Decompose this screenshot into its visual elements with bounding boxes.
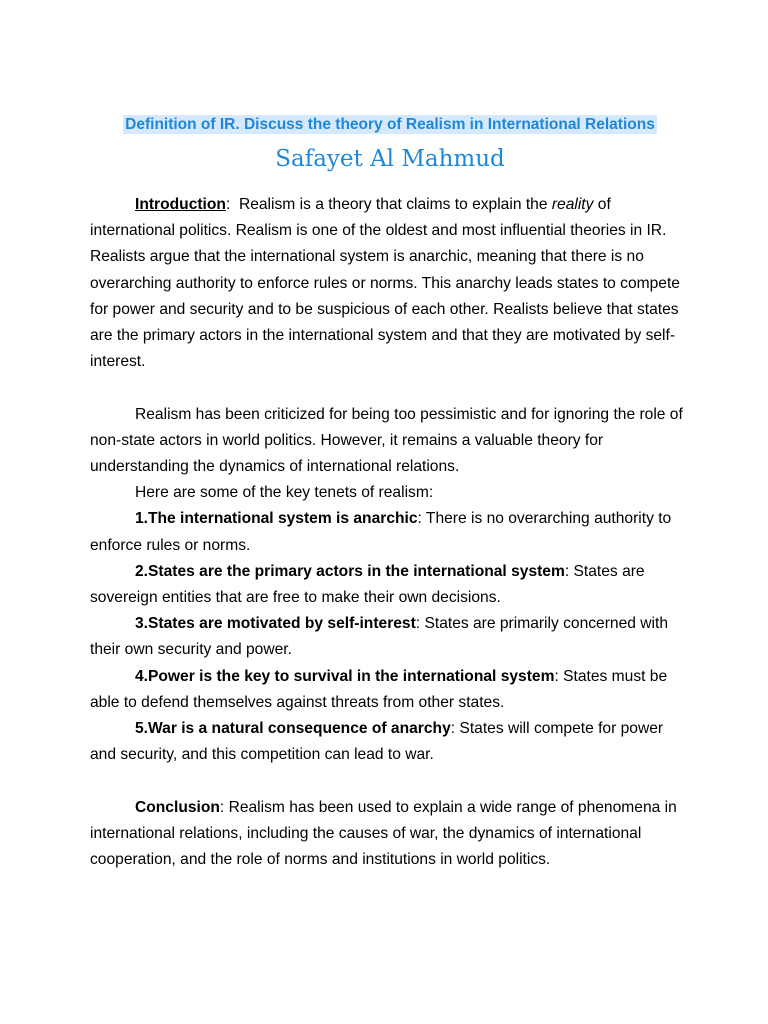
introduction-paragraph: [90, 192, 690, 375]
introduction-separator: :: [225, 196, 239, 213]
tenet-text: : States are primarily concerned with their own security and power.: [90, 615, 668, 659]
tenet-heading: 1.The international system is anarchic: [135, 510, 418, 528]
introduction-label: Introduction: [135, 196, 226, 213]
conclusion-paragraph: [90, 795, 690, 874]
tenet-text: : There is no overarching authority to enforce rules or norms.: [90, 510, 672, 554]
document-page: [90, 112, 690, 873]
criticism-paragraph: Realism has been criticized for being too pessimistic and for ignoring the role of non-state actors in world politics. However, it remains a valuable theory for understanding the dynamics of international relations.: [90, 405, 683, 476]
document-body: [90, 192, 690, 873]
tenet-heading: 5.War is a natural consequence of anarchy: [135, 720, 451, 738]
introduction-text-after: of international politics. Realism is one of the oldest and most influential theories in IR. Realists argue that the international system is anarchic, meaning that there is no overarching authority to enforce rules or norms. This anarchy leads states to compete for power and security and to be suspicious of each other. Realists believe that states are the primary actors in the international system and that they are motivated by self-interest.: [90, 196, 680, 371]
paragraph-gap: [90, 375, 690, 401]
document-title-text: Definition of IR. Discuss the theory of Realism in International Relations: [125, 116, 655, 133]
conclusion-label: Conclusion: [135, 798, 220, 816]
document-title: [90, 112, 690, 138]
tenet-text: : States are sovereign entities that are free to make their own decisions.: [90, 562, 645, 607]
tenet-item: [90, 611, 690, 663]
tenet-text: : States will compete for power and security, and this competition can lead to war.: [90, 720, 664, 764]
conclusion-text: : Realism has been used to explain a wide range of phenomena in international relations, including the causes of war, the dynamics of international cooperation, and the role of norms and institutions in world politics.: [90, 798, 677, 869]
tenet-text: : States must be able to defend themselves against threats from other states.: [90, 667, 668, 711]
tenet-item: [90, 664, 690, 716]
tenet-heading: 3.States are motivated by self-interest: [135, 615, 416, 633]
tenet-heading: 4.Power is the key to survival in the international system: [135, 667, 555, 685]
tenet-item: [90, 716, 690, 768]
tenet-item: [90, 506, 690, 558]
document-author: Safayet Al Mahmud: [275, 146, 505, 172]
paragraph-gap: [90, 768, 690, 794]
tenets-intro: Here are some of the key tenets of realism:: [135, 484, 434, 502]
tenet-item: [90, 559, 690, 611]
introduction-text-before: Realism is a theory that claims to explain the: [238, 196, 552, 213]
introduction-emphasis: reality: [551, 196, 594, 213]
tenet-heading: 2.States are the primary actors in the international system: [135, 562, 565, 580]
